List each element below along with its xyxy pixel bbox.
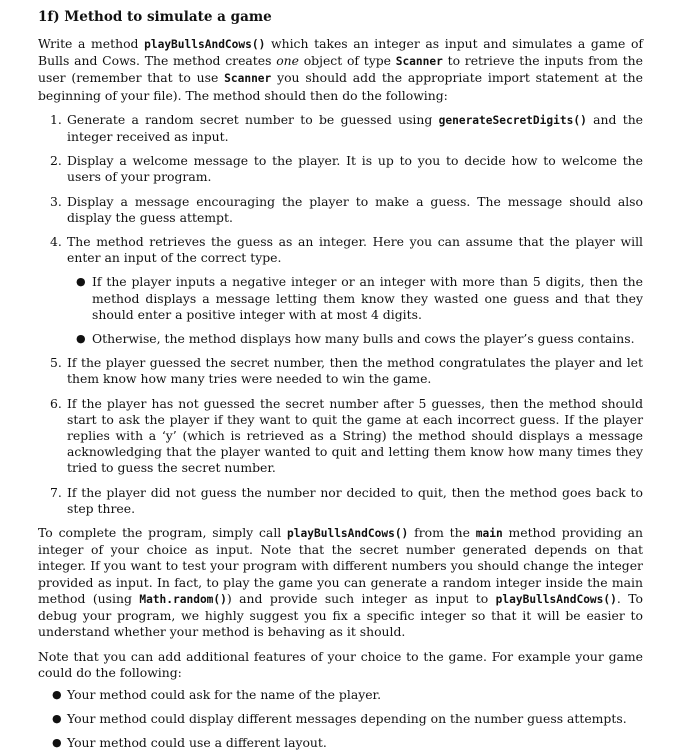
step-item [38, 153, 643, 185]
intro-text-1: Write a method [38, 36, 145, 51]
complete-code-playBullsAndCows-2: playBullsAndCows() [495, 592, 617, 606]
complete-text-3: method providing an integer of your choice as input. Note that the secret number generated depends on that integer. If you want to test your program with different numbers you should change the integer provided as input. In fact, to play the game you can generate a random integer inside the main method (using [38, 525, 643, 606]
intro-code-playBullsAndCows: playBullsAndCows() [144, 38, 266, 51]
feature-item [38, 735, 643, 751]
bullet-icon: ● [52, 687, 62, 701]
feature-text: Your method could ask for the name of the player. [67, 686, 382, 702]
step-text: The method retrieves the guess as an integer. Here you can assume that the player will enter an input of the correct type. [67, 234, 643, 266]
bullet-icon: ● [76, 332, 86, 346]
intro-text-5: you should add the appropriate import statement at the beginning of your file). The method should then do the following: [38, 70, 643, 103]
features-intro: Note that you can add additional features of your choice to the game. For example your game could do the following: [38, 648, 643, 680]
bullet-icon: ● [52, 736, 62, 750]
complete-code-math-random: Math.random() [139, 592, 227, 606]
step-number: 6. [50, 395, 62, 411]
feature-text: Your method could display different messages depending on the number guess attempts. [67, 711, 627, 727]
intro-code-scanner-2: Scanner [224, 72, 272, 86]
complete-text-5: . To debug your program, we highly suggest you fix a specific integer so that it will be easier to understand whether your method is behaving as it should. [38, 590, 644, 640]
step-number: 1. [50, 111, 62, 127]
step-text: Display a welcome message to the player. It is up to you to decide how to welcome the users of your program. [67, 153, 643, 185]
step-text-end: and the integer received as input. [67, 111, 644, 145]
step-number: 2. [50, 153, 62, 169]
complete-text-2: from the [408, 525, 476, 541]
complete-paragraph [38, 525, 643, 640]
step-item [38, 234, 643, 347]
intro-text-3: object of type [298, 53, 396, 69]
step-number: 7. [50, 484, 62, 500]
intro-code-scanner: Scanner [395, 55, 443, 69]
complete-text-1: To complete the program, simply call [38, 525, 288, 541]
complete-text-4: ) and provide such integer as input to [226, 590, 496, 606]
intro-text-4: to retrieve the inputs from the user (remember that to use [38, 53, 643, 86]
step-text: Display a message encouraging the player to make a guess. The message should also display the guess attempt. [67, 193, 643, 225]
step-number: 5. [50, 355, 62, 371]
step-text: If the player did not guess the number nor decided to quit, then the method goes back to step three. [67, 484, 643, 516]
step-item [38, 194, 643, 226]
intro-paragraph [38, 36, 643, 104]
step-item [38, 355, 643, 387]
intro-emphasis-one: one [276, 53, 299, 69]
sub-list-item [67, 331, 643, 347]
feature-text: Your method could use a different layout. [67, 735, 327, 751]
sub-list-item [67, 274, 643, 323]
step-item [38, 396, 643, 477]
sub-item-text: If the player inputs a negative integer or an integer with more than 5 digits, then the method displays a message letting them know they wasted one guess and that they should enter a positive integer with at most 4 digits. [92, 274, 643, 322]
step-4-sublist [67, 274, 643, 347]
complete-code-main: main [475, 527, 503, 541]
step-number: 3. [50, 193, 62, 209]
steps-list [38, 112, 643, 517]
complete-code-playBullsAndCows: playBullsAndCows() [287, 527, 409, 541]
feature-item [38, 687, 643, 703]
intro-text-2: which takes an integer as input and simulates a game of Bulls and Cows. The method creates [38, 36, 643, 69]
feature-item [38, 711, 643, 727]
step-item [38, 485, 643, 517]
features-list [38, 687, 643, 752]
step-number: 4. [50, 234, 62, 250]
sub-item-text: Otherwise, the method displays how many bulls and cows the player’s guess contains. [92, 331, 635, 347]
step-text: If the player guessed the secret number, then the method congratulates the player and let them know how many tries were needed to win the game. [67, 355, 643, 387]
step-code-generateSecretDigits: generateSecretDigits() [438, 113, 587, 127]
step-text: Generate a random secret number to be guessed using [67, 111, 439, 127]
bullet-icon: ● [52, 712, 62, 726]
section-title: 1f) Method to simulate a game [38, 9, 272, 25]
step-item [38, 112, 643, 145]
bullet-icon: ● [76, 275, 86, 289]
step-text: If the player has not guessed the secret number after 5 guesses, then the method should start to ask the player if they want to quit the game at each incorrect guess. If the player replies with a ‘y’ (which is retrieved as a String) the method should displays a message acknowledging that the player wanted to quit and letting them know how many times they tried to guess the secret number. [67, 395, 643, 476]
